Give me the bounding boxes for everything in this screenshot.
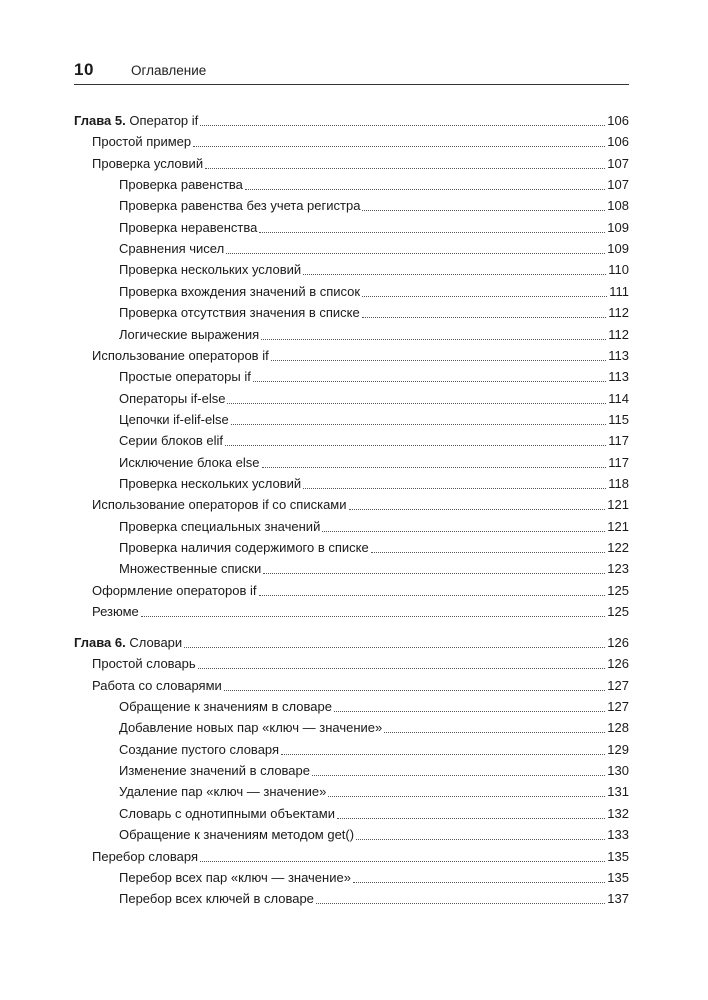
toc-entry-title <box>74 634 182 652</box>
toc-page-number: 121 <box>607 497 629 513</box>
toc-subsection-row[interactable] <box>119 176 629 194</box>
toc-entry-title: Логические выражения <box>119 326 260 342</box>
chapter-label: Глава 6. <box>74 635 126 650</box>
toc-page-number: 127 <box>607 699 629 715</box>
toc-subsection-row[interactable] <box>119 304 629 322</box>
toc-entry-title: Создание пустого словаря <box>119 741 280 757</box>
toc-page-number: 109 <box>607 241 629 257</box>
dot-leader <box>198 667 606 669</box>
dot-leader <box>281 753 605 755</box>
chapter-label: Глава 5. <box>74 113 126 128</box>
dot-leader <box>184 646 605 648</box>
toc-entry-title: Простые операторы if <box>119 369 251 385</box>
dot-leader <box>259 231 605 233</box>
toc-page-number: 133 <box>607 827 629 843</box>
toc-subsection-row[interactable] <box>119 698 629 716</box>
dot-leader <box>193 145 605 147</box>
toc-entry-title: Простой словарь <box>92 656 196 672</box>
toc-page-number: 125 <box>607 604 629 620</box>
toc-page-number: 135 <box>607 848 629 864</box>
toc-entry-title: Добавление новых пар «ключ — значение» <box>119 720 383 736</box>
dot-leader <box>337 817 605 819</box>
toc-page-number: 118 <box>608 475 629 491</box>
toc-entry-title: Перебор словаря <box>92 848 198 864</box>
toc-subsection-row[interactable] <box>119 560 629 578</box>
toc-section-row[interactable] <box>92 677 629 695</box>
toc-subsection-row[interactable] <box>119 219 629 237</box>
toc-entry-title: Проверка неравенства <box>119 219 258 235</box>
toc-page-number: 135 <box>607 869 629 885</box>
dot-leader <box>200 860 605 862</box>
toc-entry-title: Использование операторов if со списками <box>92 497 347 513</box>
toc-subsection-row[interactable] <box>119 869 629 887</box>
toc-subsection-row[interactable] <box>119 826 629 844</box>
toc-page-number: 107 <box>607 155 629 171</box>
toc-subsection-row[interactable] <box>119 719 629 737</box>
toc-page-number: 109 <box>607 219 629 235</box>
toc-page-number: 122 <box>607 540 629 555</box>
toc-page-number: 125 <box>607 582 629 598</box>
dot-leader <box>263 572 605 574</box>
toc-page-number: 117 <box>608 433 629 449</box>
dot-leader <box>384 731 605 733</box>
dot-leader <box>231 423 606 425</box>
toc-section-row[interactable] <box>92 347 629 365</box>
toc-entry-title: Цепочки if-elif-else <box>119 411 229 427</box>
dot-leader <box>141 615 606 617</box>
toc-subsection-row[interactable] <box>119 518 629 536</box>
toc-page-number: 106 <box>607 134 629 150</box>
toc-entry-title: Проверка равенства <box>119 177 243 193</box>
toc-subsection-row[interactable] <box>119 390 629 408</box>
toc-entry-title <box>74 112 198 130</box>
dot-leader <box>362 316 607 318</box>
toc-subsection-row[interactable] <box>119 326 629 344</box>
dot-leader <box>328 795 605 797</box>
toc-page-number: 132 <box>607 805 629 821</box>
dot-leader <box>371 551 606 553</box>
dot-leader <box>312 774 605 776</box>
toc-page-number: 115 <box>608 411 629 427</box>
toc-page-number: 131 <box>607 784 629 800</box>
toc-section-row[interactable] <box>92 655 629 673</box>
toc-entry-title: Серии блоков elif <box>119 433 224 449</box>
toc-page-number: 112 <box>608 326 629 342</box>
toc-page-number: 111 <box>609 283 629 299</box>
dot-leader <box>271 359 607 361</box>
toc-section-row[interactable] <box>92 155 629 173</box>
toc-page-number: 108 <box>607 198 629 214</box>
toc-subsection-row[interactable] <box>119 283 629 301</box>
toc-subsection-row[interactable] <box>119 539 629 557</box>
toc-entry-title: Обращение к значениям методом get() <box>119 827 355 843</box>
dot-leader <box>349 508 606 510</box>
dot-leader <box>245 188 605 190</box>
toc-entry-title: Проверка специальных значений <box>119 518 321 534</box>
toc-page-number: 130 <box>607 763 629 779</box>
toc-page-number: 137 <box>607 891 629 907</box>
toc-entry-title: Множественные списки <box>119 561 262 577</box>
toc-entry-title: Простой пример <box>92 134 192 150</box>
toc-entry-title: Словарь с однотипными объектами <box>119 805 335 821</box>
toc-entry-title: Резюме <box>92 604 139 620</box>
toc-subsection-row[interactable] <box>119 805 629 823</box>
toc-entry-title: Оформление операторов if <box>92 582 257 598</box>
toc-subsection-row[interactable] <box>119 197 629 215</box>
dot-leader <box>262 466 607 468</box>
toc-page-number: 113 <box>608 369 629 385</box>
dot-leader <box>200 124 605 126</box>
page-header <box>74 58 629 85</box>
page-number: 10 <box>74 60 94 79</box>
toc-entry-title: Использование операторов if <box>92 347 269 363</box>
dot-leader <box>303 487 606 489</box>
dot-leader <box>259 594 606 596</box>
toc-entry-title: Исключение блока else <box>119 454 260 470</box>
toc-section-row[interactable] <box>92 133 629 151</box>
dot-leader <box>261 338 606 340</box>
toc-entry-title: Обращение к значениям в словаре <box>119 699 332 715</box>
toc-entry-title: Перебор всех ключей в словаре <box>119 891 314 907</box>
dot-leader <box>362 209 605 211</box>
chapter-title: Оператор if <box>125 113 199 128</box>
toc-subsection-row[interactable] <box>119 261 629 279</box>
dot-leader <box>225 444 606 446</box>
toc-page-number: 129 <box>607 741 629 757</box>
toc-subsection-row[interactable] <box>119 454 629 472</box>
toc-subsection-row[interactable] <box>119 890 629 908</box>
dot-leader <box>322 530 605 532</box>
toc-page-number: 123 <box>607 561 629 577</box>
toc-entry-title: Проверка вхождения значений в список <box>119 283 361 299</box>
toc-page-number: 114 <box>608 390 629 406</box>
running-title: Оглавление <box>131 63 207 78</box>
toc-subsection-row[interactable] <box>119 411 629 429</box>
toc-section-row[interactable] <box>92 603 629 621</box>
toc-entry-title: Сравнения чисел <box>119 241 225 257</box>
toc-page-number: 127 <box>607 677 629 693</box>
toc-entry-title: Проверка равенства без учета регистра <box>119 198 361 214</box>
dot-leader <box>362 295 607 297</box>
dot-leader <box>224 689 606 691</box>
toc-page-number: 126 <box>607 656 629 672</box>
toc-subsection-row[interactable] <box>119 741 629 759</box>
toc-entry-title: Проверка условий <box>92 155 204 171</box>
toc-page-number: 112 <box>608 305 629 321</box>
toc-entry-title: Проверка отсутствия значения в списке <box>119 305 360 321</box>
toc-entry-title: Проверка наличия содержимого в списке <box>119 540 369 555</box>
toc-section-row[interactable] <box>92 848 629 866</box>
toc-page-number: 107 <box>607 177 629 193</box>
toc-page-number: 121 <box>607 518 629 534</box>
toc-subsection-row[interactable] <box>119 783 629 801</box>
toc-subsection-row[interactable] <box>119 432 629 450</box>
toc-subsection-row[interactable] <box>119 368 629 386</box>
dot-leader <box>356 838 605 840</box>
toc-page-number: 110 <box>608 262 629 278</box>
dot-leader <box>334 710 605 712</box>
toc-entry-title: Изменение значений в словаре <box>119 763 310 779</box>
dot-leader <box>226 252 605 254</box>
toc-page-number: 113 <box>608 347 629 363</box>
dot-leader <box>353 881 605 883</box>
dot-leader <box>303 273 606 275</box>
toc-subsection-row[interactable] <box>119 475 629 493</box>
toc-chapter-row[interactable] <box>74 112 629 130</box>
toc-entry-title: Проверка нескольких условий <box>119 475 302 491</box>
toc-entry-title: Операторы if-else <box>119 390 226 406</box>
toc-page-number: 126 <box>607 635 629 650</box>
dot-leader <box>205 167 605 169</box>
dot-leader <box>253 380 606 382</box>
toc-subsection-row[interactable] <box>119 240 629 258</box>
toc-subsection-row[interactable] <box>119 762 629 780</box>
toc-chapter-row[interactable] <box>74 634 629 652</box>
toc-page-number: 117 <box>608 454 629 470</box>
dot-leader <box>316 902 605 904</box>
toc-section-row[interactable] <box>92 582 629 600</box>
toc-entry-title: Перебор всех пар «ключ — значение» <box>119 869 351 885</box>
toc-page-number: 128 <box>607 720 629 736</box>
dot-leader <box>227 402 606 404</box>
toc-entry-title: Работа со словарями <box>92 677 222 693</box>
toc-entry-title: Проверка нескольких условий <box>119 262 302 278</box>
chapter-title: Словари <box>125 635 183 650</box>
toc-entry-title: Удаление пар «ключ — значение» <box>119 784 327 800</box>
toc-section-row[interactable] <box>92 496 629 514</box>
toc-page-number: 106 <box>607 113 629 128</box>
